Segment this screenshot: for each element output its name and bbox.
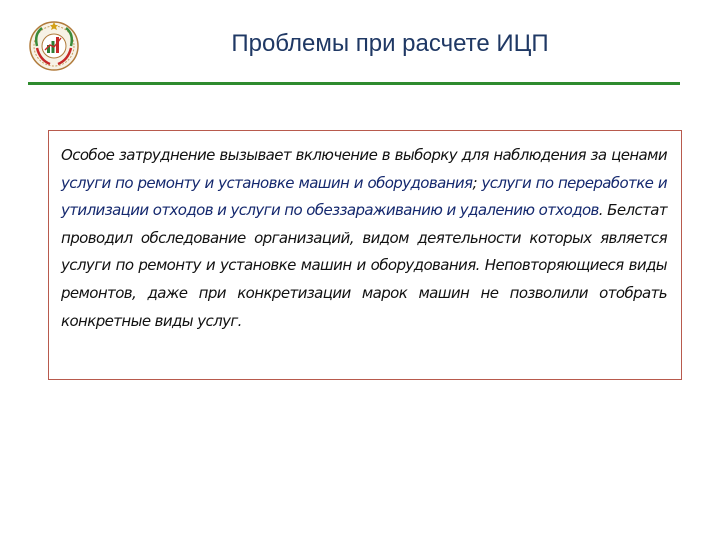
text-highlight-repair: услуги по ремонту и установке машин и оборудования [61,173,473,192]
slide-title: Проблемы при расчете ИЦП [231,30,549,57]
title-divider [28,82,680,85]
text-period: . [598,201,603,220]
belstat-emblem-icon [28,20,80,72]
content-box [48,130,682,380]
belstat-logo [28,20,80,72]
text-belstat-survey: Белстат проводил обследование организаций, видом деятельности которых является услуги по ремонту и установке машин и оборудования. Неповторяющиеся виды ремонтов, даже при конкретизации марок машин не позволили отобрать конкретные виды услуг. [61,201,667,330]
text-intro: Особое затруднение вызывает включение в выборку для наблюдения за ценами [61,146,667,164]
text-separator: ; [472,173,482,192]
content-paragraph [61,142,667,335]
text-highlight-waste: услуги по переработке и утилизации отходов и услуги по обеззараживанию и удалению отходов [61,173,667,220]
